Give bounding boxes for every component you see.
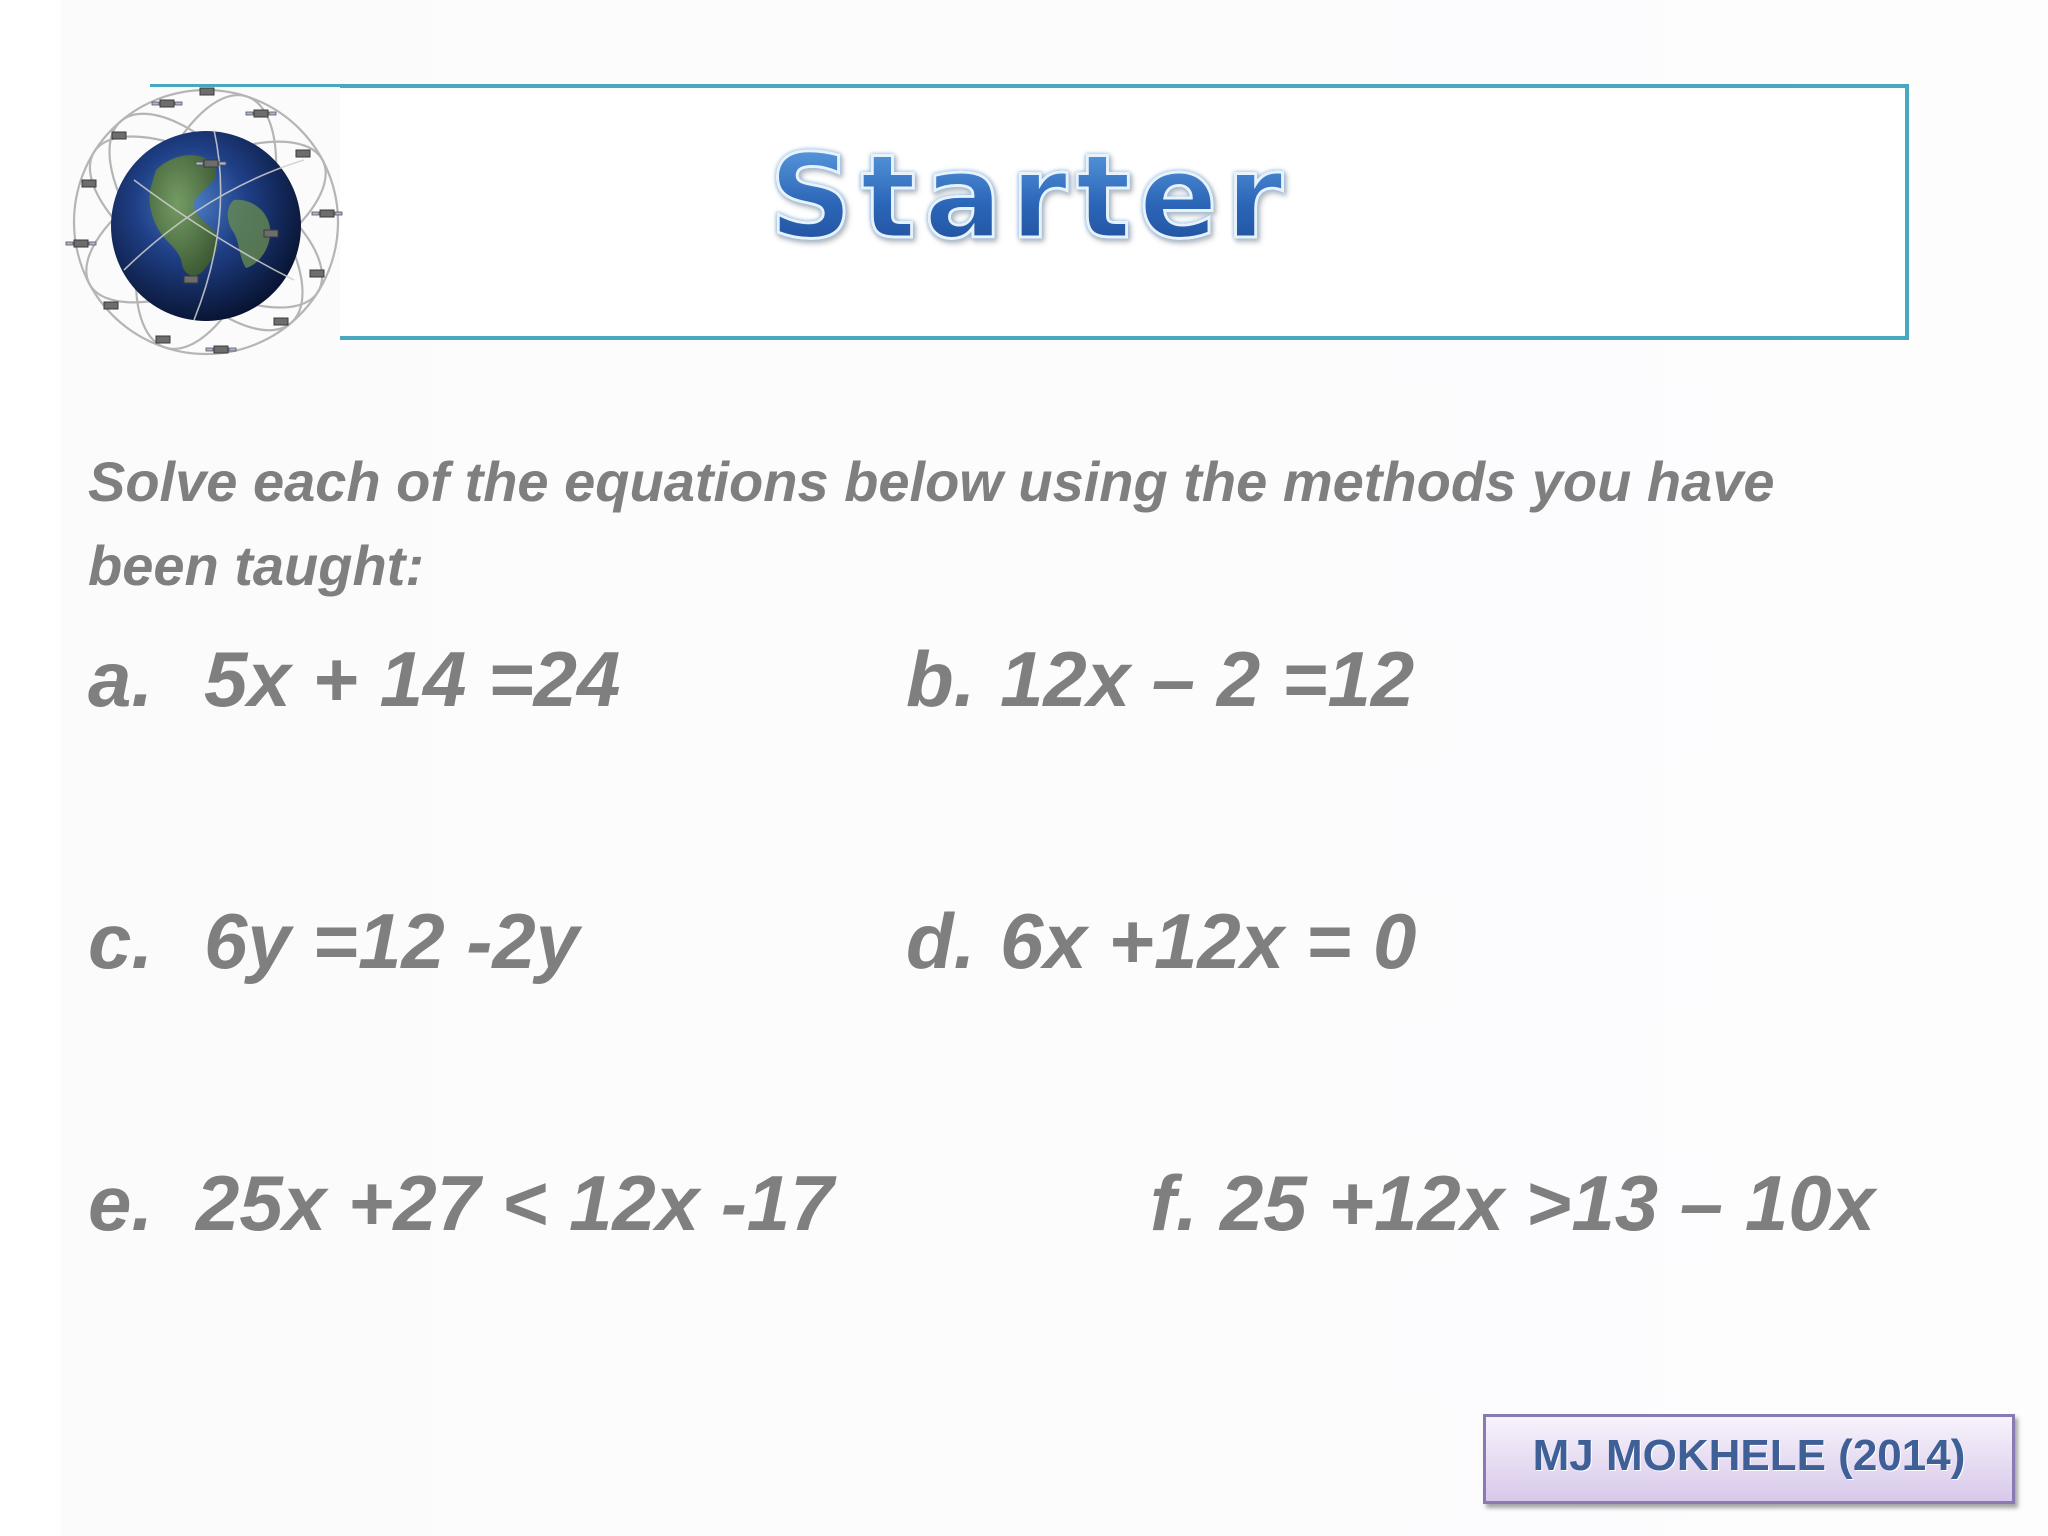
equation-label: b. [906, 635, 976, 723]
equation-expression: 6y =12 -2y [204, 897, 580, 985]
equation-f [1150, 1159, 1875, 1247]
equation-a [88, 635, 621, 723]
author-credit: MJ MOKHELE (2014) [1532, 1431, 1966, 1480]
equation-expression: 12x – 2 =12 [1000, 635, 1415, 723]
equation-b [906, 635, 1415, 723]
equation-d [906, 897, 1417, 985]
globe-satellites-icon [64, 80, 348, 364]
equation-expression: 5x + 14 =24 [204, 635, 621, 723]
equation-c [88, 897, 580, 985]
slide-title: Starter [340, 140, 1720, 256]
equation-label: e. [88, 1159, 154, 1247]
instructions-text: Solve each of the equations below using the methods you have been taught: [88, 450, 1775, 597]
equation-label: f. [1150, 1159, 1198, 1247]
equation-label: c. [88, 897, 154, 985]
equation-e [88, 1159, 834, 1247]
equation-expression: 6x +12x = 0 [1000, 897, 1417, 985]
equation-expression: 25 +12x >13 – 10x [1220, 1159, 1875, 1247]
equation-label: a. [88, 635, 154, 723]
author-credit-box [1483, 1414, 2015, 1504]
equation-label: d. [906, 897, 976, 985]
equation-expression: 25x +27 < 12x -17 [196, 1159, 834, 1247]
